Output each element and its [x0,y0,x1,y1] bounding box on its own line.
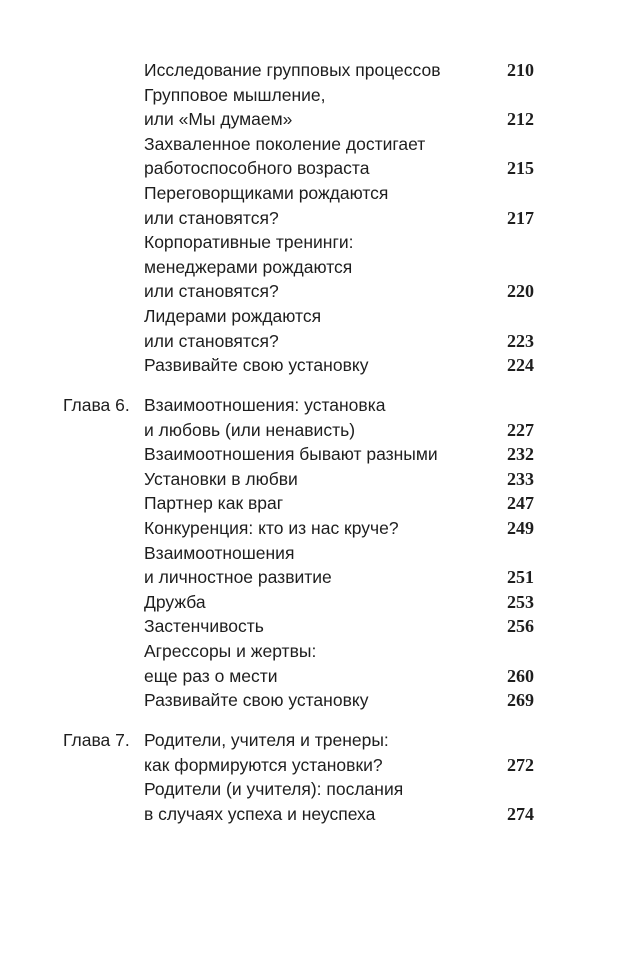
chapter-label: Глава 6. [63,395,130,415]
toc-entry-title: или становятся? [144,207,279,228]
toc-entry-title: и личностное развитие [144,567,332,588]
toc-entry-title: Дружба [144,591,206,612]
toc-entry-title: как формируются установки? [144,754,383,775]
toc-entry-title: Застенчивость [144,616,264,637]
toc-entry-line [0,107,633,132]
toc-entry-title: и любовь (или ненависть) [144,419,356,440]
toc-entry-line [0,688,633,713]
toc-entry-title: или становятся? [144,281,279,302]
toc-entry-line [0,279,633,304]
toc-entry[interactable] [0,688,633,713]
toc-entry-line [0,255,633,280]
toc-entry-title: Развивайте свою установку [144,355,369,376]
toc-page-number: 269 [507,690,534,711]
toc-page-number: 251 [507,567,534,588]
toc-entry[interactable] [0,304,633,353]
toc-entry[interactable] [0,442,633,467]
toc-entry-line [0,418,633,443]
toc-entry-line [0,467,633,492]
toc-section-continuation [0,58,633,378]
toc-entry[interactable] [0,83,633,132]
toc-entry-title: Исследование групповых процессов [144,60,441,80]
toc-entry[interactable] [0,541,633,590]
toc-entry-title: Захваленное поколение достигает [144,133,426,154]
toc-entry-line [0,132,633,157]
toc-entry-title: Взаимоотношения: установка [144,395,386,415]
toc-entry-title: Родители (и учителя): послания [144,779,404,800]
toc-entry[interactable] [0,639,633,688]
toc-page-number: 224 [507,355,534,376]
toc-entry-line [0,58,633,83]
toc-section-chapter-6 [0,393,633,713]
toc-page-number: 260 [507,665,534,686]
chapter-label: Глава 7. [63,730,130,750]
toc-entry-title: Установки в любви [144,468,298,489]
toc-entry-line [0,491,633,516]
toc-page-number: 217 [507,207,534,228]
toc-entry-title: Переговорщиками рождаются [144,182,389,203]
toc-page-number: 223 [507,330,534,351]
toc-entry[interactable] [0,132,633,181]
toc-entry-title: менеджерами рождаются [144,256,353,277]
toc-entry-title: в случаях успеха и неуспеха [144,803,376,824]
toc-entry-line [0,664,633,689]
toc-entry[interactable] [0,181,633,230]
toc-entry-line [0,541,633,566]
toc-entry-line [0,353,633,378]
toc-entry[interactable] [0,58,633,83]
toc-entry[interactable] [0,614,633,639]
toc-entry-line [0,393,633,418]
toc-entry[interactable] [0,728,633,777]
toc-entry-title: Взаимоотношения [144,542,295,563]
toc-entry-title: Конкуренция: кто из нас круче? [144,517,399,538]
toc-page-number: 253 [507,591,534,612]
toc-entry-title: Корпоративные тренинги: [144,232,354,253]
toc-page-number: 256 [507,616,534,637]
toc-entry-title: Родители, учителя и тренеры: [144,730,389,750]
toc-entry-title: Взаимоотношения бывают разными [144,444,438,465]
toc-entry[interactable] [0,353,633,378]
toc-entry[interactable] [0,777,633,826]
toc-entry-title: Агрессоры и жертвы: [144,640,317,661]
toc-entry-line [0,329,633,354]
toc-entry-title: Лидерами рождаются [144,305,322,326]
toc-page-number: 272 [507,754,534,775]
toc-entry[interactable] [0,393,633,442]
toc-entry-line [0,802,633,827]
toc-entry-title: или становятся? [144,330,279,351]
toc-page-number: 227 [507,419,534,440]
toc-entry-line [0,639,633,664]
toc-entry[interactable] [0,491,633,516]
toc-section-chapter-7 [0,728,633,826]
toc-entry-title: или «Мы думаем» [144,109,293,130]
toc-entry-line [0,206,633,231]
toc-entry-title: Развивайте свою установку [144,690,369,711]
toc-entry[interactable] [0,230,633,304]
toc-entry-line [0,442,633,467]
toc-entry-line [0,181,633,206]
toc-entry-line [0,83,633,108]
toc-entry-title: работоспособного возраста [144,158,370,179]
toc-page-number: 215 [507,158,534,179]
toc-entry-line [0,516,633,541]
toc-entry-line [0,565,633,590]
toc-page-number: 232 [507,444,534,465]
toc-page-number: 249 [507,517,534,538]
toc-entry-title: Групповое мышление, [144,84,326,105]
toc-page-number: 247 [507,493,534,514]
toc-entry-line [0,590,633,615]
toc-page-number: 212 [507,109,534,130]
toc-page-number: 210 [507,60,534,80]
toc-entry-line [0,614,633,639]
toc-entry-title: еще раз о мести [144,665,278,686]
toc-page-number: 274 [507,803,534,824]
toc-entry[interactable] [0,467,633,492]
toc-page-number: 220 [507,281,534,302]
toc-entry-line [0,777,633,802]
toc-entry-line [0,156,633,181]
toc-entry-title: Партнер как враг [144,493,284,514]
toc-entry-line [0,230,633,255]
toc-entry-line [0,304,633,329]
toc-page-number: 233 [507,468,534,489]
toc-entry-line [0,753,633,778]
toc-entry[interactable] [0,516,633,541]
toc-entry-line [0,728,633,753]
toc-entry[interactable] [0,590,633,615]
